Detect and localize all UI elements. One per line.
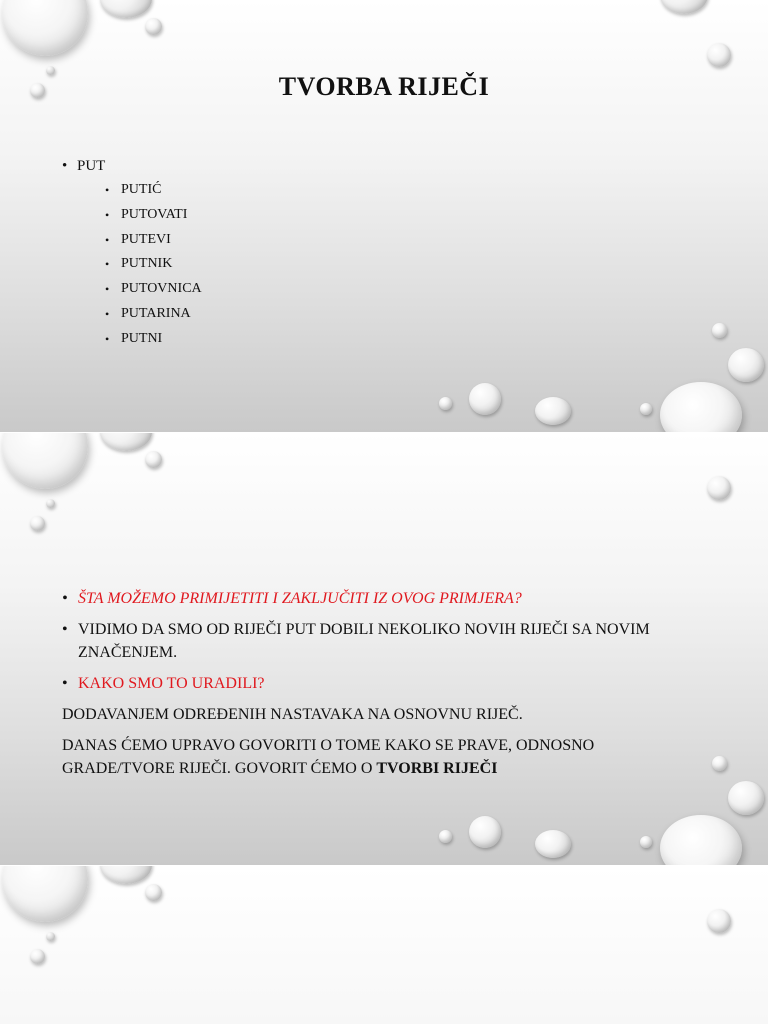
water-drop-decoration — [439, 397, 452, 410]
water-drop-decoration — [469, 816, 501, 848]
water-drop-decoration — [707, 909, 731, 933]
water-drop-decoration — [728, 348, 764, 382]
slide-1 — [0, 0, 768, 432]
water-drop-decoration — [30, 949, 45, 964]
water-drop-decoration — [2, 866, 88, 922]
list-item: • PUTOVATI — [105, 203, 202, 228]
water-drop-decoration — [707, 43, 731, 67]
water-drop-decoration — [535, 397, 571, 425]
slide-3 — [0, 866, 768, 1024]
water-drop-decoration — [30, 516, 45, 531]
question-text: • ŠTA MOŽEMO PRIMIJETITI I ZAKLJUČITI IZ OVOG PRIMJERA? — [62, 587, 672, 610]
water-drop-decoration — [46, 499, 55, 508]
slide-2 — [0, 433, 768, 865]
conclusion-keyword: TVORBI RIJEČI — [376, 760, 498, 777]
question-text: • KAKO SMO TO URADILI? — [62, 672, 672, 695]
list-item: • PUTOVNICA — [105, 277, 202, 302]
water-drop-decoration — [145, 18, 162, 35]
water-drop-decoration — [2, 433, 88, 489]
water-drop-decoration — [535, 830, 571, 858]
conclusion-plain: DANAS ĆEMO UPRAVO GOVORITI O TOME KAKO SE PRAVE, ODNOSNO GRADE/TVORE RIJEČI. GOVORIT ĆEMO O — [62, 737, 595, 777]
derived-words-list — [77, 178, 202, 352]
water-drop-decoration — [145, 884, 162, 901]
water-drop-decoration — [712, 323, 727, 338]
water-drop-decoration — [469, 383, 501, 415]
water-drop-decoration — [100, 866, 152, 884]
water-drop-decoration — [439, 830, 452, 843]
word-family-list — [62, 154, 202, 352]
water-drop-decoration — [707, 476, 731, 500]
water-drop-decoration — [100, 0, 152, 18]
water-drop-decoration — [660, 0, 708, 14]
water-drop-decoration — [145, 451, 162, 468]
list-item: • PUTNIK — [105, 252, 202, 277]
water-drop-decoration — [2, 0, 88, 56]
root-word-item — [62, 154, 202, 352]
list-item: • PUTIĆ — [105, 178, 202, 203]
list-item: • PUTARINA — [105, 302, 202, 327]
answer-text: • VIDIMO DA SMO OD RIJEČI PUT DOBILI NEKOLIKO NOVIH RIJEČI SA NOVIM ZNAČENJEM. — [62, 618, 672, 664]
water-drop-decoration — [660, 815, 742, 865]
conclusion-text — [62, 734, 672, 780]
list-item: • PUTEVI — [105, 228, 202, 253]
water-drop-decoration — [46, 932, 55, 941]
slide-title: TVORBA RIJEČI — [278, 72, 490, 101]
water-drop-decoration — [100, 433, 152, 451]
water-drop-decoration — [640, 836, 652, 848]
answer-text: DODAVANJEM ODREĐENIH NASTAVAKA NA OSNOVNU RIJEČ. — [62, 706, 523, 723]
list-item: • PUTNI — [105, 327, 202, 352]
slide-2-body — [62, 587, 672, 788]
root-word: PUT — [77, 158, 106, 174]
water-drop-decoration — [712, 756, 727, 771]
water-drop-decoration — [640, 403, 652, 415]
water-drop-decoration — [660, 382, 742, 432]
water-drop-decoration — [728, 781, 764, 815]
